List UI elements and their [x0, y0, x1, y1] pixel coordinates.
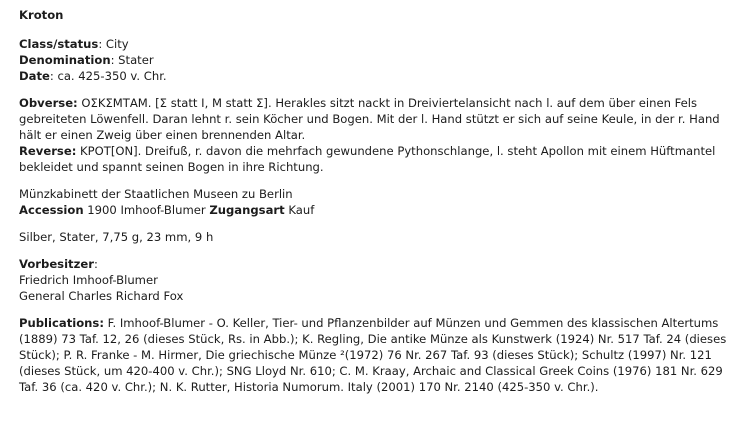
- provenance-heading: [19, 256, 744, 272]
- publications-block: [19, 315, 744, 395]
- reverse-label: Reverse:: [19, 144, 77, 158]
- meta-block: [19, 36, 744, 84]
- obverse-description: [19, 95, 744, 143]
- record-title: Kroton: [19, 8, 64, 22]
- provenance-owner: Friedrich Imhoof-Blumer: [19, 273, 158, 287]
- provenance-block: [19, 256, 744, 304]
- obverse-text: ΟΣΚΣΜΤΑΜ. [Σ statt Ι, Μ statt Σ]. Herakles sitzt nackt in Dreiviertelansicht nach l. auf dem über einen Fels gebreiteten Löwenfell. Daran lehnt r. sein Köcher und Bogen. Mit der l. Hand stützt er sich auf seine Keule, in der r. Hand hält er einen Zweig über einen brennenden Altar.: [19, 96, 720, 142]
- accession-value: 1900 Imhoof-Blumer: [83, 203, 210, 217]
- accession-label: Accession: [19, 203, 84, 217]
- class-status-label: Class/status: [19, 37, 99, 51]
- denomination-row: [19, 52, 744, 68]
- physical-block: [19, 229, 744, 245]
- publications-text-block: [19, 315, 744, 395]
- museum-name: Münzkabinett der Staatlichen Museen zu Berlin: [19, 187, 293, 201]
- collection-block: [19, 186, 744, 218]
- physical-data: Silber, Stater, 7,75 g, 23 mm, 9 h: [19, 230, 214, 244]
- class-status-value: : City: [98, 37, 129, 51]
- description-block: [19, 95, 744, 175]
- date-value: : ca. 425-350 v. Chr.: [49, 69, 167, 83]
- zugangsart-value: Kauf: [284, 203, 315, 217]
- class-status-row: [19, 36, 744, 52]
- zugangsart-label: Zugangsart: [209, 203, 285, 217]
- denomination-label: Denomination: [19, 53, 111, 67]
- publications-label: Publications:: [19, 316, 104, 330]
- provenance-owner: General Charles Richard Fox: [19, 289, 184, 303]
- date-row: [19, 68, 744, 84]
- reverse-text: ΚΡΟΤ[ΟΝ]. Dreifuß, r. davon die mehrfach gewundene Pythonschlange, l. steht Apollon mit einem Hüftmantel bekleidet und spannt seinen Bogen in ihre Richtung.: [19, 144, 716, 174]
- provenance-suffix: :: [93, 257, 98, 271]
- publications-text: F. Imhoof-Blumer - O. Keller, Tier- und Pflanzenbilder auf Münzen und Gemmen des klassischen Altertums (1889) 73 Taf. 12, 26 (dieses Stück, Rs. in Abb.); K. Regling, Die antike Münze als Kunstwerk (1924) Nr. 517 Taf. 24 (dieses Stück); P. R. Franke - M. Hirmer, Die griechische Münze ²(1972) 76 Nr. 267 Taf. 93 (dieses Stück); Schultz (1997) Nr. 121 (dieses Stück, um 420-400 v. Chr.); SNG Lloyd Nr. 610; C. M. Kraay, Archaic and Classical Greek Coins (1976) 181 Nr. 629 Taf. 36 (ca. 420 v. Chr.); N. K. Rutter, Historia Numorum. Italy (2001) 170 Nr. 2140 (425-350 v. Chr.).: [19, 316, 727, 394]
- date-label: Date: [19, 69, 50, 83]
- accession-row: [19, 202, 744, 218]
- reverse-description: [19, 143, 744, 175]
- denomination-value: : Stater: [110, 53, 154, 67]
- provenance-label: Vorbesitzer: [19, 257, 94, 271]
- obverse-label: Obverse:: [19, 96, 78, 110]
